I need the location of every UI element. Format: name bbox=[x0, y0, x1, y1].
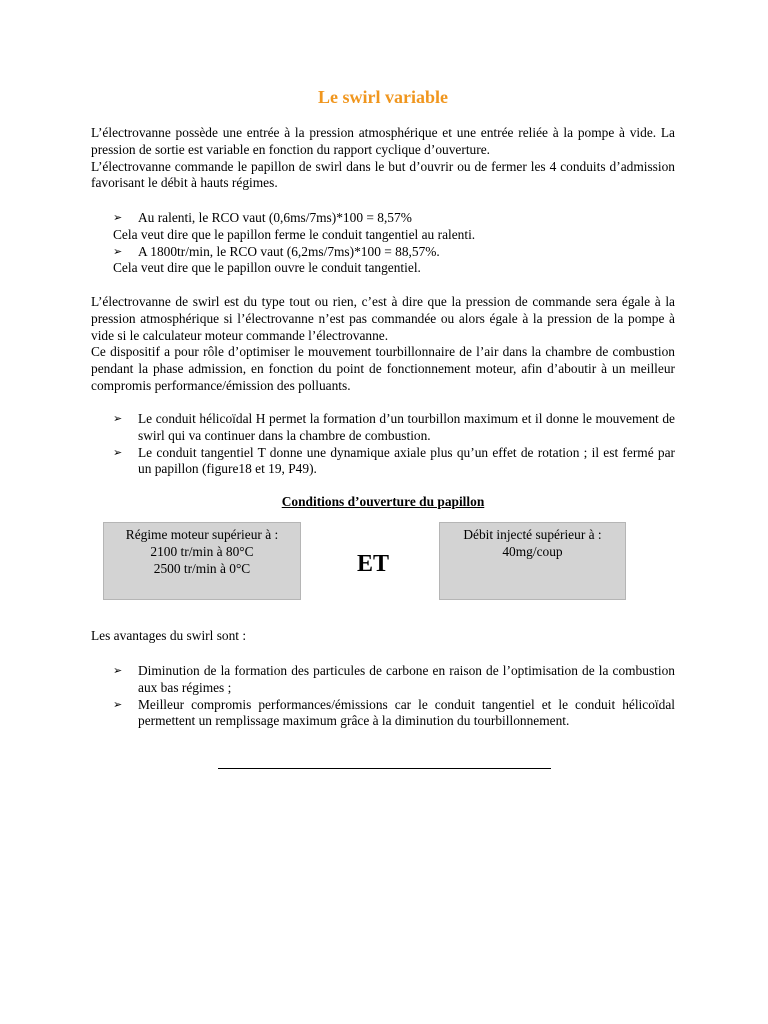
rco-list bbox=[113, 210, 675, 277]
conduits-list bbox=[113, 411, 675, 478]
arrow-bullet-icon: ➢ bbox=[113, 698, 123, 711]
intro-line: L’électrovanne possède une entrée à la pression atmosphérique et une entrée reliée à la pompe à vide. La pression de sortie est variable en fonction du rapport cyclique d’ouverture. bbox=[91, 125, 675, 157]
arrow-bullet-icon: ➢ bbox=[113, 446, 123, 459]
list-item bbox=[113, 411, 675, 445]
arrow-bullet-icon: ➢ bbox=[113, 245, 123, 258]
condition-line: Régime moteur supérieur à : bbox=[125, 527, 279, 542]
and-connector: ET bbox=[356, 551, 389, 577]
list-item bbox=[113, 697, 675, 731]
advantages-list bbox=[113, 663, 675, 730]
list-item bbox=[113, 244, 675, 261]
end-divider bbox=[218, 768, 551, 769]
rco-note: Cela veut dire que le papillon ferme le conduit tangentiel au ralenti. bbox=[113, 226, 476, 242]
advantage-text: Meilleur compromis performances/émissions car le conduit tangentiel et le conduit hélicoïdal permettent un remplissage maximum grâce à la diminution du tourbillonnement. bbox=[138, 696, 675, 729]
condition-line: 2500 tr/min à 0°C bbox=[153, 560, 251, 576]
engine-speed-condition-box bbox=[103, 522, 301, 600]
list-item bbox=[113, 210, 675, 227]
page-title: Le swirl variable bbox=[318, 87, 448, 107]
advantages-intro: Les avantages du swirl sont : bbox=[91, 628, 247, 643]
condition-line: 2100 tr/min à 80°C bbox=[150, 543, 254, 559]
intro-line: L’électrovanne commande le papillon de swirl dans le but d’ouvrir ou de fermer les 4 conduits d’admission favorisant le débit à hauts régimes. bbox=[91, 158, 675, 191]
intro-paragraph bbox=[91, 125, 675, 192]
condition-line: Débit injecté supérieur à : bbox=[463, 527, 602, 542]
arrow-bullet-icon: ➢ bbox=[113, 665, 123, 677]
list-item bbox=[113, 445, 675, 479]
description-line: Ce dispositif a pour rôle d’optimiser le mouvement tourbillonnaire de l’air dans la chambre de combustion pendant la phase admission, en fonction du point de fonctionnement moteur, afin d’aboutir à un meilleur compromis performance/émission des polluants. bbox=[91, 344, 675, 393]
arrow-bullet-icon: ➢ bbox=[113, 413, 123, 425]
rco-bullet-text: A 1800tr/min, le RCO vaut (6,2ms/7ms)*100 = 88,57%. bbox=[138, 243, 440, 259]
rco-bullet-text: Au ralenti, le RCO vaut (0,6ms/7ms)*100 = 8,57% bbox=[138, 210, 412, 225]
arrow-bullet-icon: ➢ bbox=[113, 212, 123, 224]
advantage-text: Diminution de la formation des particules de carbone en raison de l’optimisation de la combustion aux bas régimes ; bbox=[138, 663, 675, 695]
injected-flow-condition-box bbox=[439, 522, 626, 600]
rco-note: Cela veut dire que le papillon ouvre le conduit tangentiel. bbox=[113, 260, 421, 276]
condition-line: 40mg/coup bbox=[502, 543, 563, 559]
conduit-text: Le conduit tangentiel T donne une dynamique axiale plus qu’un effet de rotation ; il est fermé par un papillon (figure18 et 19, P49). bbox=[138, 444, 675, 477]
description-paragraph bbox=[91, 294, 675, 395]
conditions-title: Conditions d’ouverture du papillon bbox=[281, 494, 485, 509]
description-line: L’électrovanne de swirl est du type tout ou rien, c’est à dire que la pression de commande sera égale à la pression atmosphérique si l’électrovanne n’est pas commandée ou alors égale à la pression de la pompe à vide si le calculateur moteur commande l’électrovanne. bbox=[91, 294, 675, 343]
list-item bbox=[113, 663, 675, 697]
conduit-text: Le conduit hélicoïdal H permet la formation d’un tourbillon maximum et il donne le mouvement de swirl qui va continuer dans la chambre de combustion. bbox=[138, 411, 675, 443]
